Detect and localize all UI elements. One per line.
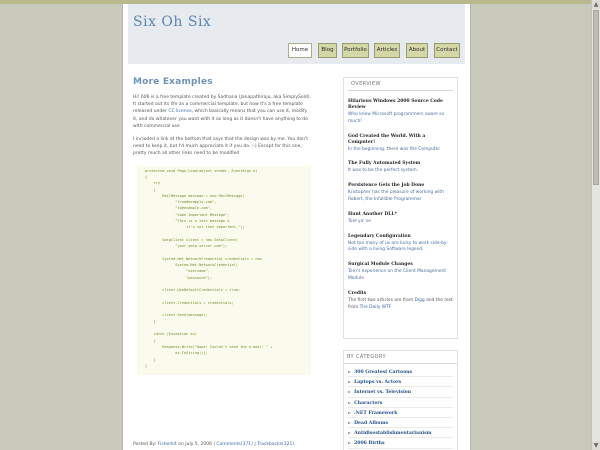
overview-item bbox=[348, 161, 453, 175]
scroll-up-icon[interactable]: ▲ bbox=[593, 1, 599, 8]
post-footer bbox=[133, 442, 294, 447]
overview-item-title[interactable]: Legendary Configuration bbox=[348, 233, 411, 239]
site-title[interactable]: Six Oh Six bbox=[133, 14, 212, 30]
code-line: } bbox=[145, 319, 156, 324]
overview-item-desc: Who knew Microsoft programmers swore so much! bbox=[348, 112, 445, 124]
overview-item-title[interactable]: Persistence Gets the Job Done bbox=[348, 183, 425, 189]
category-label: Internet vs. Television bbox=[354, 390, 412, 396]
code-line: "from@example.com", bbox=[145, 200, 217, 205]
overview-item bbox=[348, 212, 453, 226]
overview-item-desc: Not too many of us are lucky to work side-by-side with a living Software legend. bbox=[348, 240, 449, 253]
arrow-icon: ► bbox=[348, 430, 352, 436]
page-container bbox=[122, 4, 471, 450]
vertical-scrollbar[interactable] bbox=[591, 0, 600, 450]
code-line: } bbox=[145, 357, 156, 362]
category-item[interactable] bbox=[348, 418, 453, 428]
trackbacks-link[interactable]: Trackbacks(321) bbox=[257, 442, 295, 447]
overview-item-title[interactable]: Hunt Another DLL* bbox=[348, 211, 397, 217]
digg-link[interactable]: Digg bbox=[414, 297, 425, 303]
code-line: Response.Write("Oops! Couldn't send the e-mail: " + bbox=[145, 344, 273, 349]
code-line: System.Net.NetworkCredential( bbox=[145, 263, 239, 268]
code-line: client.Send(message); bbox=[145, 313, 208, 318]
overview-item bbox=[348, 99, 453, 126]
category-list bbox=[344, 364, 457, 450]
arrow-icon: ► bbox=[348, 440, 352, 446]
scrollbar-thumb[interactable] bbox=[593, 10, 599, 185]
scroll-down-icon[interactable]: ▼ bbox=[593, 442, 599, 449]
footer-separator: | bbox=[252, 442, 258, 447]
intro-text-a: Hi! 606 is a free template created by Sadhana (Janapathiraju, aka SimplySold). It started out its life as a commercial template, but now it's a free template released under bbox=[133, 95, 311, 115]
main-nav bbox=[288, 43, 463, 59]
overview-item-title[interactable]: Hilarious Windows 2000 Source Code Review bbox=[348, 99, 443, 110]
nav-portfolio[interactable]: Portfolio bbox=[342, 43, 369, 58]
code-line: "your.smtp.server.com"); bbox=[145, 244, 228, 249]
category-label: Dead Albums bbox=[354, 420, 389, 426]
posted-date: on July 5, 2006 | bbox=[176, 442, 217, 447]
code-line: "This is a test message & bbox=[145, 219, 230, 223]
category-box bbox=[343, 350, 458, 450]
overview-item bbox=[348, 262, 453, 283]
daily-wtf-link[interactable]: The Daily WTF bbox=[359, 304, 392, 310]
code-line: "password"); bbox=[145, 275, 213, 280]
overview-item-title[interactable]: Surgical Module Changes bbox=[348, 262, 413, 268]
code-block bbox=[137, 166, 311, 376]
overview-item-desc: Tom's experience on the Client Management Module bbox=[348, 269, 447, 281]
overview-item bbox=[348, 183, 453, 204]
overview-box bbox=[343, 77, 458, 339]
code-line: { bbox=[145, 338, 156, 343]
credit-paragraph: I included a link at the bottom that says that the design was by me. You don't need to keep it, but I'd much appreciate it if you do. :-) Except for this one, pretty much all other links need to be modified bbox=[133, 137, 309, 157]
category-label: 300 Greatest Cartoons bbox=[354, 370, 413, 375]
code-line: ex.ToString()); bbox=[145, 351, 208, 356]
category-label: .NET Framework bbox=[354, 410, 398, 416]
cc-license-link[interactable]: CC license bbox=[168, 109, 192, 115]
arrow-icon: ► bbox=[348, 399, 352, 405]
category-label: 2006 Births bbox=[354, 441, 385, 447]
category-label: Characters bbox=[354, 400, 383, 406]
sidebar bbox=[343, 77, 463, 450]
credits-title: Credits bbox=[348, 290, 367, 296]
category-item[interactable] bbox=[348, 428, 453, 438]
overview-item-desc: Kristopher has the pleasure of working with Robert, the Infallible Programmer bbox=[348, 190, 444, 202]
category-item[interactable] bbox=[348, 438, 453, 448]
comments-link[interactable]: Comments(371) bbox=[216, 442, 253, 447]
overview-item-desc: In the beginning, there was the Computer bbox=[348, 146, 441, 152]
credits-text-a: The first two articles are from bbox=[348, 297, 415, 303]
overview-item-title[interactable]: The Fully Automated System bbox=[348, 161, 421, 167]
code-line: "username", bbox=[145, 269, 210, 274]
category-item[interactable] bbox=[348, 408, 453, 418]
overview-item-desc: It was to be the perfect system. bbox=[348, 168, 419, 174]
code-line: it's not that important."); bbox=[145, 225, 245, 230]
category-heading: BY CATEGORY bbox=[344, 351, 457, 364]
arrow-icon: ► bbox=[348, 409, 352, 415]
category-label: Laptops vs. Actors bbox=[354, 380, 402, 386]
overview-item bbox=[348, 234, 453, 255]
code-line: "Some Important Message", bbox=[145, 212, 230, 217]
code-line: System.Net.NetworkCredential credentials = new bbox=[145, 256, 262, 261]
posted-by-label: Posted By: bbox=[133, 442, 158, 447]
arrow-icon: ► bbox=[348, 419, 352, 425]
code-line: { bbox=[145, 187, 156, 192]
overview-item-credits bbox=[348, 291, 453, 312]
category-item[interactable] bbox=[348, 367, 453, 377]
nav-blog[interactable]: Blog bbox=[318, 43, 337, 58]
author-link[interactable]: Fisherkit bbox=[157, 442, 177, 447]
page-inner bbox=[128, 4, 465, 450]
code-line: SmtpClient client = new SmtpClient( bbox=[145, 237, 239, 242]
intro-text-b: , which basically means that you can use it, modify it, and do whatever you want with it as long as it doesn't have anything to do with commercial use bbox=[133, 109, 308, 129]
code-line: } bbox=[145, 363, 148, 368]
credits-text-b: and the rest from bbox=[348, 297, 453, 310]
site-header bbox=[128, 4, 465, 64]
code-line: client.Credentials = credentials; bbox=[145, 300, 234, 305]
overview-item-desc: Told ya' so bbox=[348, 218, 371, 224]
category-item[interactable] bbox=[348, 398, 453, 408]
arrow-icon: ► bbox=[348, 369, 352, 374]
code-line: { bbox=[145, 174, 148, 179]
post-title[interactable]: More Examples bbox=[133, 77, 213, 87]
code-line: MailMessage message = new MailMessage( bbox=[145, 193, 245, 198]
category-item[interactable] bbox=[348, 387, 453, 397]
arrow-icon: ► bbox=[348, 379, 352, 385]
nav-contact[interactable]: Contact bbox=[434, 43, 460, 58]
category-item[interactable] bbox=[348, 377, 453, 387]
overview-item bbox=[348, 134, 453, 154]
intro-paragraph bbox=[133, 94, 313, 130]
overview-heading: OVERVIEW bbox=[348, 78, 453, 91]
nav-about[interactable]: About bbox=[406, 43, 428, 58]
code-line: client.UseDefaultCredentials = true; bbox=[145, 288, 241, 293]
code-line: catch (Exception ex) bbox=[145, 332, 197, 337]
code-line: try bbox=[145, 181, 161, 186]
credits-desc bbox=[348, 298, 453, 312]
category-label: Antidisestablishmentarianism bbox=[354, 431, 432, 437]
code-line: protected void Page_Load(object sender, EventArgs e) bbox=[145, 168, 258, 173]
nav-home[interactable]: Home bbox=[288, 43, 312, 58]
nav-articles[interactable]: Articles bbox=[374, 43, 400, 58]
code-line: "to@example.com", bbox=[145, 206, 213, 211]
main-content bbox=[133, 77, 313, 375]
overview-item-title[interactable]: God Created the World. With a Computer! bbox=[348, 133, 426, 145]
arrow-icon: ► bbox=[348, 389, 352, 395]
